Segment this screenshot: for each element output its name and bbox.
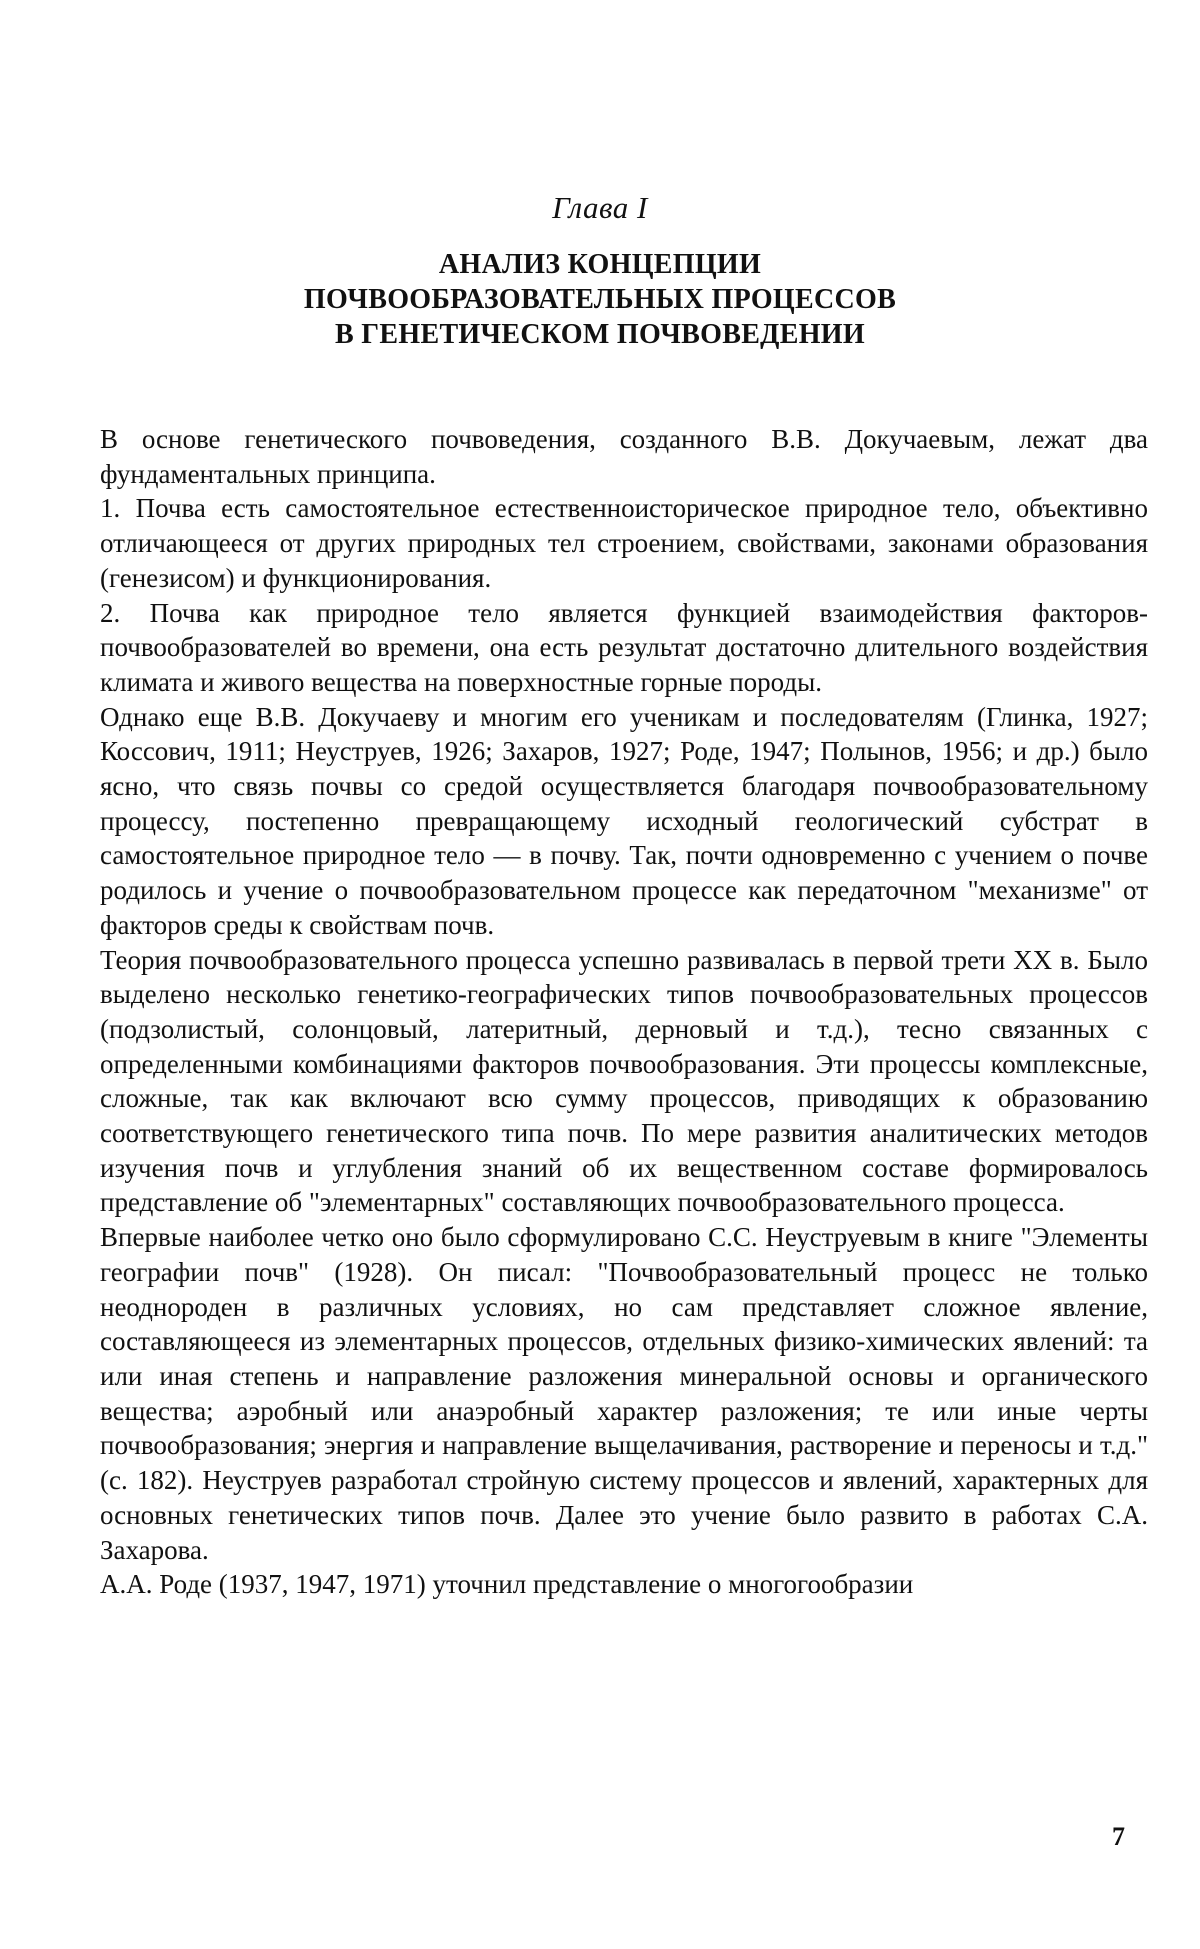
chapter-title-line: В ГЕНЕТИЧЕСКОМ ПОЧВОВЕДЕНИИ xyxy=(335,319,865,350)
chapter-title-line: ПОЧВООБРАЗОВАТЕЛЬНЫХ ПРОЦЕССОВ xyxy=(303,284,897,315)
paragraph: Теория почвообразовательного процесса успешно развивалась в первой трети XX в. Было выделено несколько генетико-географических типов почвообразовательных процессов (подзолистый, солонцовый, латеритный, дерновый и т.д.), тесно связанных с определенными комбинациями факторов почвообразования. Эти процессы комплексные, сложные, так как включают всю сумму процессов, приводящих к образованию соответствующего генетического типа почв. По мере развития аналитических методов изучения почв и углубления знаний об их вещественном составе формировалось представление об "элементарных" составляющих почвообразовательного процесса. xyxy=(100,944,1148,1218)
chapter-label: Глава I xyxy=(552,190,648,225)
chapter-title-line: АНАЛИЗ КОНЦЕПЦИИ xyxy=(438,249,762,280)
paragraph: Впервые наиболее четко оно было сформулировано С.С. Неуструевым в книге "Элементы географии почв" (1928). Он писал: "Почвообразовательный процесс не только неоднороден в различных условиях, но сам представляет сложное явление, составляющееся из элементарных процессов, отдельных физико-химических явлений: та или иная степень и направление разложения минеральной основы и органического вещества; аэробный или анаэробный характер разложения; те или иные черты почвообразования; энергия и направление выщелачивания, растворение и переносы и т.д." (с. 182). Неуструев разработал стройную систему процессов и явлений, характерных для основных генетических типов почв. Далее это учение было развито в работах С.А. Захарова. xyxy=(100,1222,1148,1565)
paragraph: В основе генетического почвоведения, созданного В.В. Докучаевым, лежат два фундаментальных принципа. xyxy=(100,424,1148,489)
chapter-title xyxy=(0,247,1200,352)
paragraph: А.А. Роде (1937, 1947, 1971) уточнил представление о многогообразии xyxy=(100,1569,914,1600)
paragraph: Однако еще В.В. Докучаеву и многим его ученикам и последователям (Глинка, 1927; Коссович, 1911; Неуструев, 1926; Захаров, 1927; Роде, 1947; Полынов, 1956; и др.) было ясно, что связь почвы со средой осуществляется благодаря почвообразовательному процессу, постепенно превращающему исходный геологический субстрат в самостоятельное природное тело — в почву. Так, почти одновременно с учением о почве родилось и учение о почвообразовательном процессе как передаточном "механизме" от факторов среды к свойствам почв. xyxy=(100,701,1148,940)
paragraph: 1. Почва есть самостоятельное естественноисторическое природное тело, объективно отличающееся от других природных тел строением, свойствами, законами образования (генезисом) и функционирования. xyxy=(100,493,1148,593)
page-number: 7 xyxy=(1112,1822,1125,1851)
body-text xyxy=(100,422,1148,1602)
paragraph: 2. Почва как природное тело является функцией взаимодействия факторов-почвообразователей во времени, она есть результат достаточно длительного воздействия климата и живого вещества на поверхностные горные породы. xyxy=(100,597,1148,697)
